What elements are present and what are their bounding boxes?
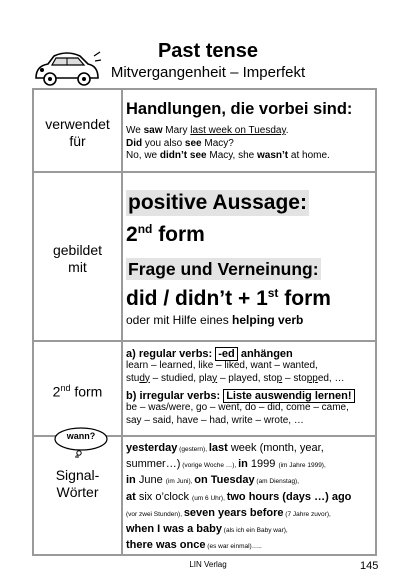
row-label-formation: gebildet mit (52, 242, 103, 275)
formation-cell (126, 190, 371, 327)
second-form-cell (126, 348, 371, 427)
row-label-usage: verwendet für (45, 116, 110, 149)
page-number: 145 (360, 560, 379, 572)
row-divider (34, 340, 375, 342)
page-title: Past tense (157, 40, 259, 62)
row-label-signal-words: Signal- Wörter (55, 467, 100, 500)
row-label-second-form: 2nd form (52, 383, 103, 400)
column-divider (121, 90, 123, 554)
positive-label: positive Aussage: (128, 191, 307, 214)
helping-verb-note: oder mit Hilfe eines helping verb (126, 313, 304, 327)
publisher-label: LIN Verlag (189, 560, 227, 569)
grammar-table (32, 88, 377, 556)
usage-heading: Handlungen, die vorbei sind: (126, 100, 353, 118)
usage-cell (126, 100, 371, 163)
signal-line: yesterday (gestern), last week (month, year, (126, 442, 324, 454)
irregular-verbs-heading: b) irregular verbs: Liste auswendig lernen! (126, 390, 371, 402)
page-subtitle: Mitvergangenheit – Imperfekt (110, 64, 306, 81)
signal-line: when I was a baby (als ich ein Baby war), (126, 523, 288, 536)
example-sentence: We saw Mary last week on Tuesday. (126, 125, 289, 136)
row-divider (34, 171, 375, 173)
regular-verbs-examples: study – studied, play – played, stop – stopped, … (126, 372, 345, 384)
question-form: did / didn’t + 1st form (126, 286, 331, 310)
example-sentence: Did you also see Macy? (126, 137, 234, 149)
irregular-verbs-examples: say – said, have – had, write – wrote, … (126, 414, 304, 426)
signal-line: there was once (es war einmal)….. (126, 539, 262, 552)
signal-words-cell (126, 441, 371, 554)
thought-bubble-label: wann? (66, 431, 96, 441)
signal-line: in June (im Juni), on Tuesday (am Dienstag), (126, 474, 300, 487)
positive-form: 2nd form (126, 222, 205, 246)
signal-line: summer…) (vorige Woche …), in 1999 (im Jahre 1999), (126, 458, 326, 471)
question-label: Frage und Verneinung: (128, 259, 319, 279)
example-sentence: No, we didn’t see Macy, she wasn’t at home. (126, 150, 330, 161)
regular-verbs-heading: a) regular verbs: -ed anhängen (126, 348, 293, 360)
regular-verbs-examples: learn – learned, like – liked, want – wanted, (126, 360, 318, 371)
signal-line: at six o’clock (um 6 Uhr), two hours (days …) ago (126, 490, 352, 503)
irregular-verbs-examples: be – was/were, go – went, do – did, come – came, (126, 402, 349, 413)
signal-line: (vor zwei Stunden), seven years before (7 Jahre zuvor), (126, 506, 331, 519)
